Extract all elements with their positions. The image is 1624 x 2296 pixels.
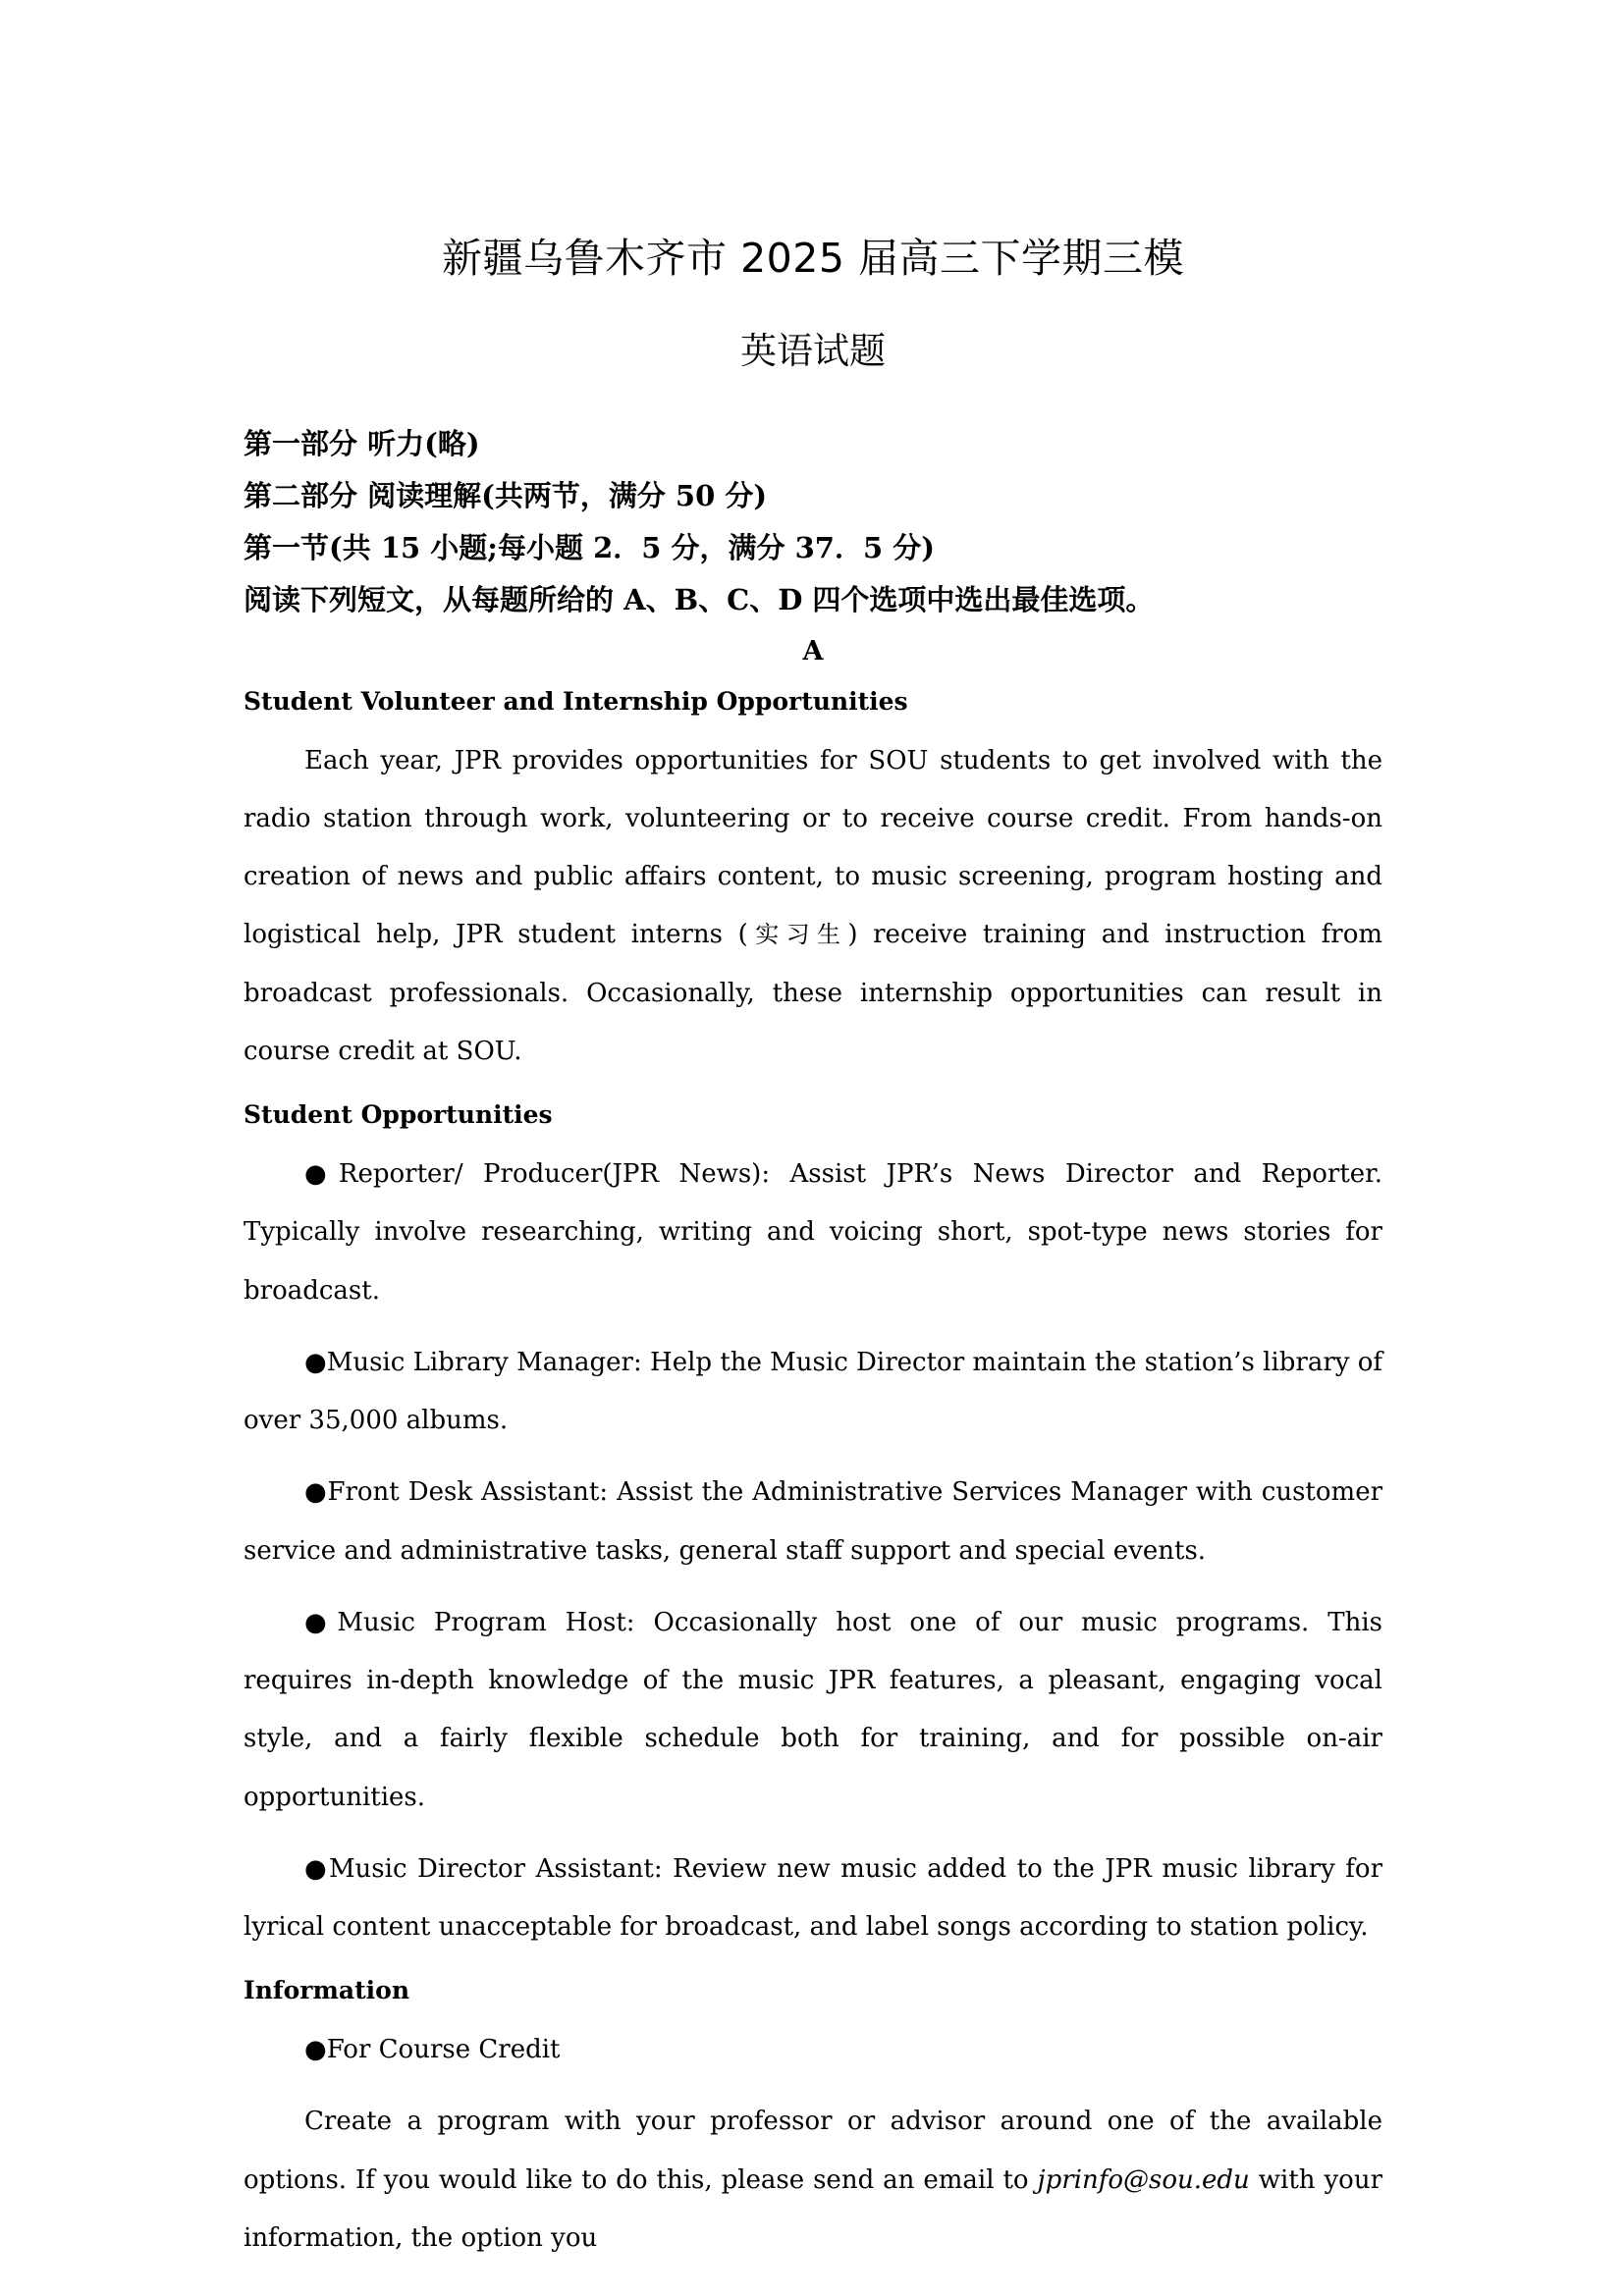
course-credit-text-part-2: with your information, the option you bbox=[244, 2164, 1382, 2253]
course-credit-paragraph bbox=[244, 2079, 1382, 2268]
opportunity-item bbox=[244, 1132, 1382, 1320]
intro-chinese-gloss: 实习生 bbox=[747, 921, 848, 949]
reading-instruction: 阅读下列短文，从每题所给的 A、B、C、D 四个选项中选出最佳选项。 bbox=[244, 582, 1155, 616]
opportunity-item bbox=[244, 1450, 1382, 1580]
passage-letter-a: A bbox=[802, 635, 824, 667]
bullet-icon: ● bbox=[304, 1853, 329, 1884]
opportunity-item bbox=[244, 1580, 1382, 1827]
intro-text-part-2: ) receive training and instruction from broadcast professionals. Occasionally, these internship opportunities can result in course credit at SOU. bbox=[244, 920, 1383, 1066]
bullet-icon: ● bbox=[304, 1477, 328, 1508]
document-content bbox=[244, 0, 1382, 2268]
passage-heading: Student Volunteer and Internship Opportunities bbox=[244, 686, 908, 716]
page-title: 新疆乌鲁木齐市 2025 届高三下学期三模 bbox=[442, 235, 1184, 282]
passage-intro-paragraph bbox=[244, 719, 1382, 1082]
student-opportunities-heading: Student Opportunities bbox=[244, 1100, 553, 1130]
bullet-icon: ● bbox=[304, 2035, 327, 2065]
opportunity-text: Music Director Assistant: Review new music added to the JPR music library for lyrical content unacceptable for broadcast, and label songs according to station policy. bbox=[244, 1853, 1383, 1943]
section-one-heading: 第一节(共 15 小题;每小题 2．5 分，满分 37．5 分) bbox=[244, 530, 935, 564]
part-one-heading: 第一部分 听力(略) bbox=[244, 426, 480, 460]
opportunity-text: Reporter/ Producer(JPR News): Assist JPR’s News Director and Reporter. Typically involve researching, writing and voicing short, spot-type news stories for broadcast. bbox=[244, 1158, 1383, 1306]
exam-structure-headings bbox=[244, 426, 1382, 616]
intro-text-part-1: Each year, JPR provides opportunities for SOU students to get involved with the radio station through work, volunteering or to receive course credit. From hands-on creation of news and public affairs content, to music screening, program hosting and logistical help, JPR student interns ( bbox=[244, 745, 1382, 950]
information-heading: Information bbox=[244, 1976, 410, 2005]
opportunity-text: Music Library Manager: Help the Music Director maintain the station’s library of over 35,000 albums. bbox=[244, 1347, 1383, 1436]
course-credit-text-part-1: Create a program with your professor or advisor around one of the available options. If you would like to do this, please send an email to bbox=[244, 2107, 1382, 2195]
part-two-heading: 第二部分 阅读理解(共两节，满分 50 分) bbox=[244, 478, 768, 512]
bullet-icon: ● bbox=[304, 1347, 327, 1377]
page-subtitle: 英语试题 bbox=[740, 330, 886, 373]
opportunity-item bbox=[244, 1320, 1382, 1451]
course-credit-label: For Course Credit bbox=[326, 2035, 561, 2065]
opportunity-text: Front Desk Assistant: Assist the Administrative Services Manager with customer service and administrative tasks, general staff support and special events. bbox=[244, 1477, 1383, 1566]
bullet-icon: ● bbox=[304, 1158, 339, 1189]
opportunity-text: Music Program Host: Occasionally host one of our music programs. This requires in-depth knowledge of the music JPR features, a pleasant, engaging vocal style, and a fairly flexible schedule both for training, and for possible on-air opportunities. bbox=[244, 1607, 1383, 1812]
course-credit-item bbox=[244, 2007, 1382, 2079]
opportunity-item bbox=[244, 1827, 1382, 1957]
bullet-icon: ● bbox=[304, 1607, 338, 1637]
contact-email: jprinfo@sou.edu bbox=[1037, 2164, 1250, 2195]
